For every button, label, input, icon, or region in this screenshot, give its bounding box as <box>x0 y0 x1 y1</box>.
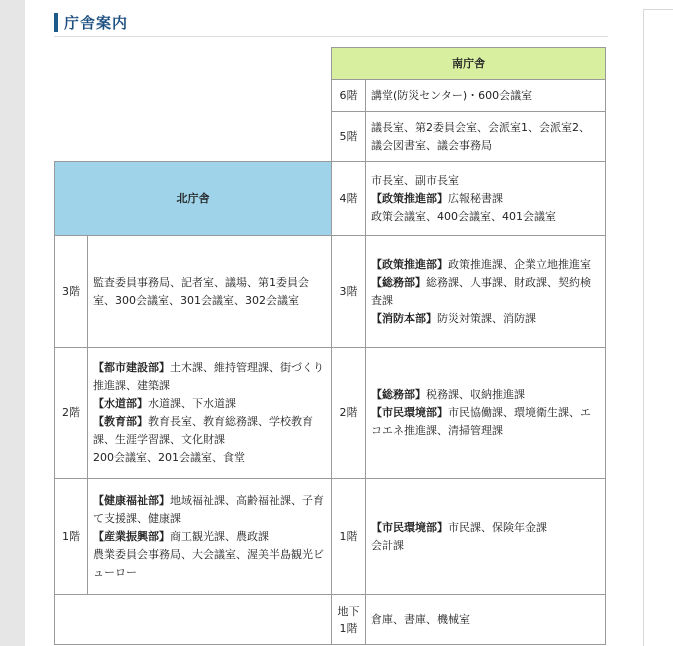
north-3f-content <box>88 236 332 348</box>
department-name: 【教育部】 <box>93 415 148 428</box>
table-row-4f <box>55 162 606 236</box>
frame-top-border <box>643 9 673 10</box>
empty-cell <box>55 48 332 80</box>
section-heading <box>54 11 608 37</box>
room-list: 議長室、第2委員会室、会派室1、会派室2、議会図書室、議会事務局 <box>371 120 590 152</box>
empty-cell <box>55 595 332 645</box>
floor-label-south: 6階 <box>332 80 366 112</box>
section-list: 地域福祉課、高齢福祉課、子育て支援課、健康課 <box>93 493 324 525</box>
department-name: 【政策推進部】 <box>371 191 448 205</box>
section-list: 広報秘書課 <box>448 191 503 205</box>
section-list: 総務課、人事課、財政課、契約検査課 <box>371 275 591 307</box>
section-list: 水道課、下水道課 <box>148 397 236 410</box>
south-6f-content <box>366 80 606 112</box>
south-4f-content <box>366 162 606 236</box>
section-list: 教育長室、教育総務課、学校教育課、生涯学習課、文化財課 <box>93 415 313 446</box>
south-2f-content <box>366 348 606 479</box>
empty-cell <box>55 80 332 112</box>
left-gutter <box>0 0 25 646</box>
heading-accent-bar <box>54 13 58 32</box>
section-list: 市民課、保険年金課 <box>448 520 547 534</box>
department-name: 【産業振興部】 <box>93 529 170 543</box>
floor-label-north: 3階 <box>55 236 88 348</box>
page-title: 庁舎案内 <box>64 14 129 32</box>
north-building-header: 北庁舎 <box>55 162 332 236</box>
room-list: 監査委員事務局、記者室、議場、第1委員会室、300会議室、301会議室、302会議室 <box>93 275 309 307</box>
south-5f-content <box>366 112 606 162</box>
department-name: 【総務部】 <box>371 388 426 401</box>
table-row-5f <box>55 112 606 162</box>
table-row-b1 <box>55 595 606 645</box>
north-2f-content <box>88 348 332 479</box>
south-1f-content <box>366 479 606 595</box>
floor-label-south: 2階 <box>332 348 366 479</box>
room-list: 会計課 <box>371 538 404 552</box>
table-row-1f <box>55 479 606 595</box>
floor-guide-table <box>54 47 606 645</box>
department-name: 【市民環境部】 <box>371 520 448 534</box>
scroll-area[interactable] <box>643 0 673 646</box>
room-list: 政策会議室、400会議室、401会議室 <box>371 209 556 223</box>
department-name: 【都市建設部】 <box>93 361 170 374</box>
room-list: 倉庫、書庫、機械室 <box>371 612 470 626</box>
department-name: 【市民環境部】 <box>371 406 448 419</box>
table-row-south-header <box>55 48 606 80</box>
floor-label-north: 2階 <box>55 348 88 479</box>
frame-right-border <box>643 9 644 646</box>
section-list: 防災対策課、消防課 <box>437 311 536 325</box>
south-b1-content <box>366 595 606 645</box>
room-list: 農業委員会事務局、大会議室、渥美半島観光ビューロー <box>93 547 324 579</box>
floor-label-north: 1階 <box>55 479 88 595</box>
section-list: 政策推進課、企業立地推進室 <box>448 257 591 271</box>
section-list: 税務課、収納推進課 <box>426 388 525 401</box>
section-list: 市民協働課、環境衛生課、エコエネ推進課、清掃管理課 <box>371 406 591 437</box>
south-3f-content <box>366 236 606 348</box>
section-list: 商工観光課、農政課 <box>170 529 269 543</box>
floor-label-south: 5階 <box>332 112 366 162</box>
department-name: 【総務部】 <box>371 275 426 289</box>
department-name: 【消防本部】 <box>371 311 437 325</box>
section-list: 土木課、維持管理課、街づくり推進課、建築課 <box>93 361 324 392</box>
room-list: 講堂(防災センター)・600会議室 <box>371 88 533 102</box>
floor-label-south: 3階 <box>332 236 366 348</box>
table-row-6f <box>55 80 606 112</box>
floor-label-south: 地下1階 <box>332 595 366 645</box>
floor-label-south: 4階 <box>332 162 366 236</box>
north-1f-content <box>88 479 332 595</box>
table-row-2f <box>55 348 606 479</box>
department-name: 【政策推進部】 <box>371 257 448 271</box>
room-list: 200会議室、201会議室、食堂 <box>93 451 245 464</box>
room-list: 市長室、副市長室 <box>371 173 459 187</box>
department-name: 【健康福祉部】 <box>93 493 170 507</box>
south-building-header: 南庁舎 <box>332 48 606 80</box>
table-row-3f <box>55 236 606 348</box>
department-name: 【水道部】 <box>93 397 148 410</box>
empty-cell <box>55 112 332 162</box>
floor-label-south: 1階 <box>332 479 366 595</box>
